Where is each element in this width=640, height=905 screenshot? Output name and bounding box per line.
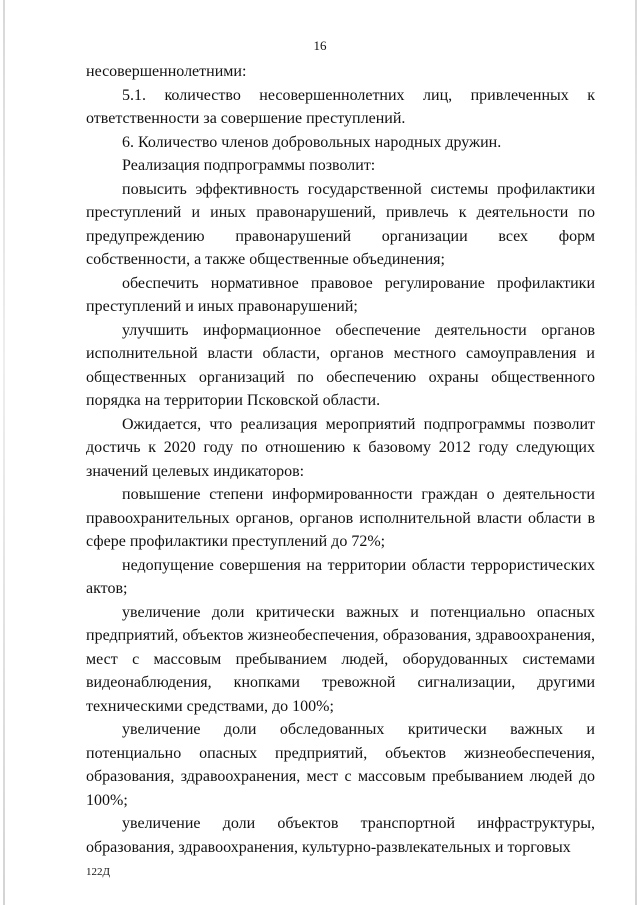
paragraph-information: улучшить информационное обеспечение деятельности органов исполнительной власти области, органов местного самоуправления и общественных организаций по обеспечению охраны общественного порядка на территории Псковской области. (86, 321, 595, 409)
paragraph-item-5-1: 5.1. количество несовершеннолетних лиц, привлеченных к ответственности за совершение преступлений. (86, 86, 595, 127)
document-body (86, 60, 595, 859)
page-number: 16 (313, 38, 327, 53)
paragraph-terrorism: недопущение совершения на территории области террористических актов; (86, 556, 595, 597)
paragraph-expected: Ожидается, что реализация мероприятий подпрограммы позволит достичь к 2020 году по отношению к базовому 2012 году следующих значений целевых индикаторов: (86, 415, 595, 480)
paragraph-video-surveillance: увеличение доли критически важных и потенциально опасных предприятий, объектов жизнеобеспечения, образования, здравоохранения, мест с массовым пребыванием людей, оборудованных системами видеонаблюдения, кнопками тревожной сигнализации, другими техническими средствами, до 100%; (86, 603, 595, 715)
paragraph-inspected: увеличение доли обследованных критически важных и потенциально опасных предприятий, объектов жизнеобеспечения, образования, здравоохранения, мест с массовым пребыванием людей до 100%; (86, 721, 595, 809)
paragraph-awareness: повышение степени информированности граждан о деятельности правоохранительных органов, органов исполнительной власти области в сфере профилактики преступлений до 72%; (86, 486, 595, 550)
paragraph-transport: увеличение доли объектов транспортной инфраструктуры, образования, здравоохранения, культурно-развлекательных и торговых (86, 815, 595, 856)
paragraph-item-6: 6. Количество членов добровольных народных дружин. (122, 133, 502, 151)
paragraph-efficiency: повысить эффективность государственной системы профилактики преступлений и иных правонарушений, привлечь к деятельности по предупреждению правонарушений организации всех форм собственности, а также общественные объединения; (86, 180, 595, 268)
footer-code: 122Д (86, 866, 111, 878)
scan-edge-right (635, 0, 637, 905)
paragraph-subprogram-intro: Реализация подпрограммы позволит: (122, 157, 376, 174)
scan-edge-left (3, 0, 5, 905)
paragraph-regulation: обеспечить нормативное правовое регулирование профилактики преступлений и иных правонарушений; (86, 274, 595, 315)
paragraph-continuation: несовершеннолетними: (86, 63, 247, 80)
